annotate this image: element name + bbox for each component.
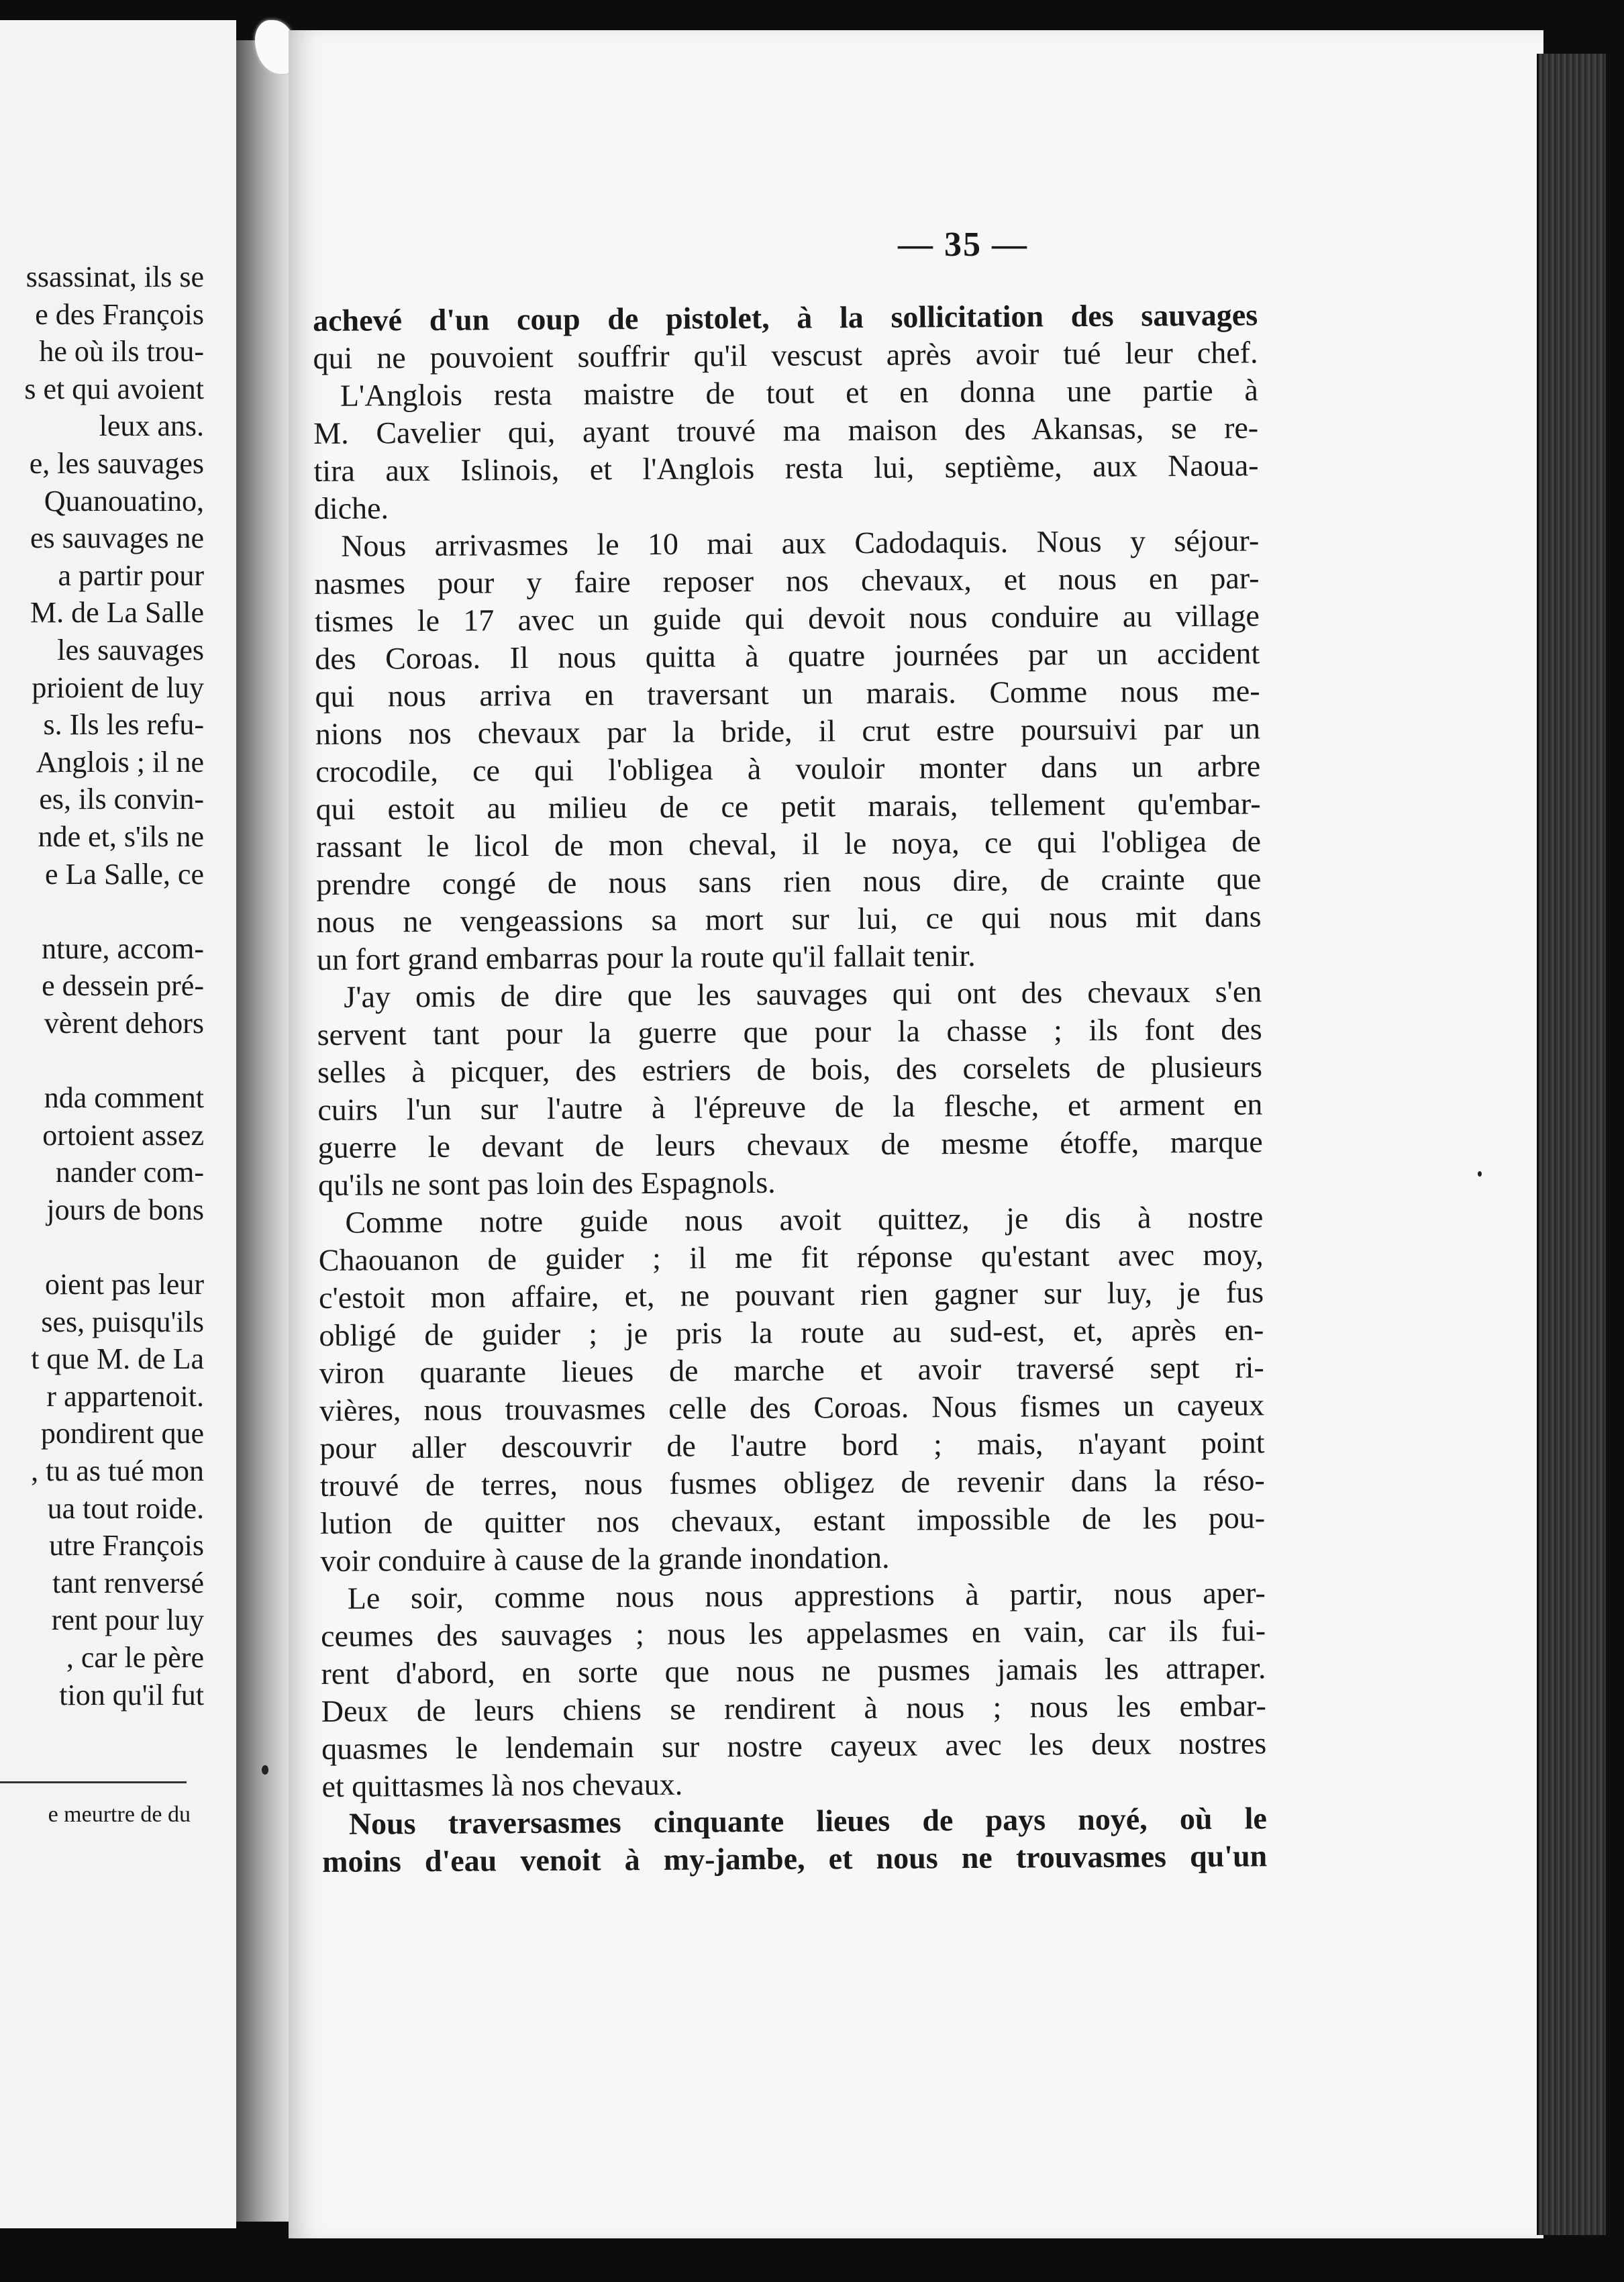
- body-line: ceumes des sauvages ; nous les appelasmes en vain, car ils fui-: [320, 1613, 1266, 1653]
- body-line: cuirs l'un sur l'autre à l'épreuve de la flesche, et arment en: [317, 1087, 1263, 1127]
- previous-page-line: s. Ils les refu-: [43, 708, 204, 742]
- previous-page-line: e, les sauvages: [29, 446, 204, 480]
- previous-page-line: prioient de luy: [32, 671, 204, 704]
- body-line: tismes le 17 avec un guide qui devoit nous conduire au village: [314, 598, 1260, 638]
- previous-page-line: es, ils convin-: [39, 783, 204, 816]
- previous-page-line: e des François: [35, 297, 204, 331]
- previous-page-line: pondirent que: [40, 1417, 204, 1450]
- body-line: tira aux Islinois, et l'Anglois resta lui, septième, aux Naoua-: [313, 448, 1259, 488]
- previous-page-line: s et qui avoient: [24, 372, 204, 405]
- previous-page-line: nander com-: [55, 1156, 204, 1189]
- previous-page-line: r appartenoit.: [46, 1379, 204, 1413]
- previous-page-line: ortoient assez: [42, 1118, 204, 1152]
- previous-page-line: les sauvages: [57, 633, 204, 666]
- previous-page-line: , car le père: [66, 1640, 204, 1674]
- body-line: nions nos chevaux par la bride, il crut estre poursuivi par un: [315, 711, 1261, 751]
- body-line: qui nous arriva en traversant un marais. Comme nous me-: [315, 673, 1260, 713]
- previous-page-line: e La Salle, ce: [45, 857, 204, 891]
- body-line: lution de quitter nos chevaux, estant impossible de les pou-: [319, 1500, 1266, 1540]
- body-line: M. Cavelier qui, ayant trouvé ma maison des Akansas, se re-: [313, 410, 1259, 450]
- body-line: Nous traversasmes cinquante lieues de pays noyé, où le: [348, 1801, 1267, 1841]
- body-line: rent d'abord, en sorte que nous ne pusmes jamais les attraper.: [321, 1650, 1266, 1691]
- body-line: qu'ils ne sont pas loin des Espagnols.: [317, 1164, 776, 1202]
- previous-page-line: Anglois ; il ne: [36, 745, 204, 779]
- previous-page-line: oient pas leur: [44, 1268, 204, 1301]
- body-line: quasmes le lendemain sur nostre cayeux avec les deux nostres: [321, 1726, 1267, 1766]
- body-line: Comme notre guide nous avoit quittez, je dis à nostre: [345, 1199, 1264, 1240]
- body-line: selles à picquer, des estriers de bois, des corselets de plusieurs: [317, 1049, 1263, 1089]
- previous-page-line: M. de La Salle: [30, 596, 204, 630]
- body-line: Nous arrivasmes le 10 mai aux Cadodaquis. Nous y séjour-: [341, 523, 1260, 563]
- page-number: — 35 —: [898, 226, 1028, 264]
- body-line: des Coroas. Il nous quitta à quatre journées par un accident: [315, 636, 1260, 676]
- previous-page-line: ua tout roide.: [47, 1491, 204, 1525]
- previous-page-line: nda comment: [44, 1081, 204, 1115]
- previous-page-line: a partir pour: [58, 558, 204, 592]
- body-line: nous ne vengeassions sa mort sur lui, ce qui nous mit dans: [316, 899, 1262, 939]
- previous-page-line: nde et, s'ils ne: [38, 820, 204, 853]
- previous-page-line: tion qu'il fut: [59, 1678, 204, 1712]
- body-line: trouvé de terres, nous fusmes obligez de revenir dans la réso-: [319, 1462, 1265, 1503]
- body-line: nasmes pour y faire reposer nos chevaux, et nous en par-: [314, 560, 1260, 601]
- page-body-text: [313, 296, 1267, 1881]
- previous-page-line: [0, 893, 204, 930]
- body-line: viron quarante lieues de marche et avoir traversé sept ri-: [319, 1350, 1264, 1390]
- previous-page-line: rent pour luy: [51, 1603, 204, 1637]
- body-line: rassant le licol de mon cheval, il le noya, ce qui l'obligea de: [315, 824, 1262, 864]
- ink-speck: [1478, 1171, 1482, 1177]
- body-line: Le soir, comme nous nous apprestions à partir, nous aper-: [347, 1575, 1266, 1616]
- body-line: servent tant pour la guerre que pour la chasse ; ils font des: [317, 1011, 1262, 1052]
- body-line: guerre le devant de leurs chevaux de mesme étoffe, marque: [317, 1124, 1263, 1164]
- body-line: c'estoit mon affaire, et, ne pouvant rien gagner sur luy, je fus: [318, 1275, 1264, 1315]
- body-line: Chaouanon de guider ; il me fit réponse qu'estant avec moy,: [318, 1237, 1264, 1277]
- body-line: vières, nous trouvasmes celle des Coroas. Nous fismes un cayeux: [319, 1387, 1265, 1428]
- body-line: L'Anglois resta maistre de tout et en donna une partie à: [340, 373, 1258, 413]
- page-edges: [1537, 54, 1606, 2235]
- body-line: voir conduire à cause de la grande inondation.: [320, 1540, 890, 1578]
- previous-page-line: tant renversé: [52, 1566, 204, 1599]
- previous-page-line: Quanouatino,: [44, 484, 204, 517]
- previous-page-line: jours de bons: [46, 1193, 204, 1226]
- body-line: un fort grand embarras pour la route qu'il fallait tenir.: [316, 938, 976, 977]
- previous-page-line: leux ans.: [99, 409, 204, 443]
- footnote-rule: [0, 1781, 187, 1783]
- body-line: moins d'eau venoit à my-jambe, et nous ne trouvasmes qu'un: [322, 1838, 1268, 1879]
- body-line: achevé d'un coup de pistolet, à la sollicitation des sauvages: [313, 297, 1258, 338]
- body-line: pour aller descouvrir de l'autre bord ; mais, n'ayant point: [319, 1425, 1265, 1465]
- ink-speck: [262, 1765, 268, 1775]
- previous-page-line: t que M. de La: [31, 1342, 204, 1376]
- previous-page-line: ses, puisqu'ils: [41, 1305, 204, 1338]
- previous-page-line: nture, accom-: [42, 932, 204, 965]
- body-line: obligé de guider ; je pris la route au sud-est, et, après en-: [319, 1312, 1264, 1352]
- previous-page-line: [0, 1228, 204, 1266]
- body-line: J'ay omis de dire que les sauvages qui ont des chevaux s'en: [344, 974, 1262, 1014]
- previous-page-line: es sauvages ne: [30, 522, 204, 555]
- body-line: prendre congé de nous sans rien nous dire, de crainte que: [316, 861, 1262, 901]
- previous-page-line: utre François: [49, 1529, 204, 1562]
- body-line: et quittasmes là nos chevaux.: [321, 1767, 683, 1803]
- previous-page-line: [0, 1042, 204, 1079]
- previous-page-line: vèrent dehors: [44, 1006, 204, 1040]
- previous-page-line: ssassinat, ils se: [26, 260, 204, 293]
- book-page: [289, 30, 1543, 2238]
- body-line: qui ne pouvoient souffrir qu'il vescust après avoir tué leur chef.: [313, 335, 1258, 375]
- previous-page-line: he où ils trou-: [39, 335, 204, 368]
- previous-page-line: e dessein pré-: [42, 969, 204, 1003]
- previous-page-fragment: [0, 20, 236, 2228]
- previous-page-text: [0, 258, 204, 1714]
- body-line: qui estoit au milieu de ce petit marais, tellement qu'embar-: [315, 786, 1261, 826]
- body-line: diche.: [313, 491, 389, 526]
- body-line: crocodile, ce qui l'obligea à vouloir monter dans un arbre: [315, 748, 1261, 789]
- previous-page-line: , tu as tué mon: [31, 1454, 204, 1487]
- previous-page-footnote: e meurtre de du: [48, 1802, 191, 1827]
- body-line: Deux de leurs chiens se rendirent à nous ; nous les embar-: [321, 1688, 1266, 1728]
